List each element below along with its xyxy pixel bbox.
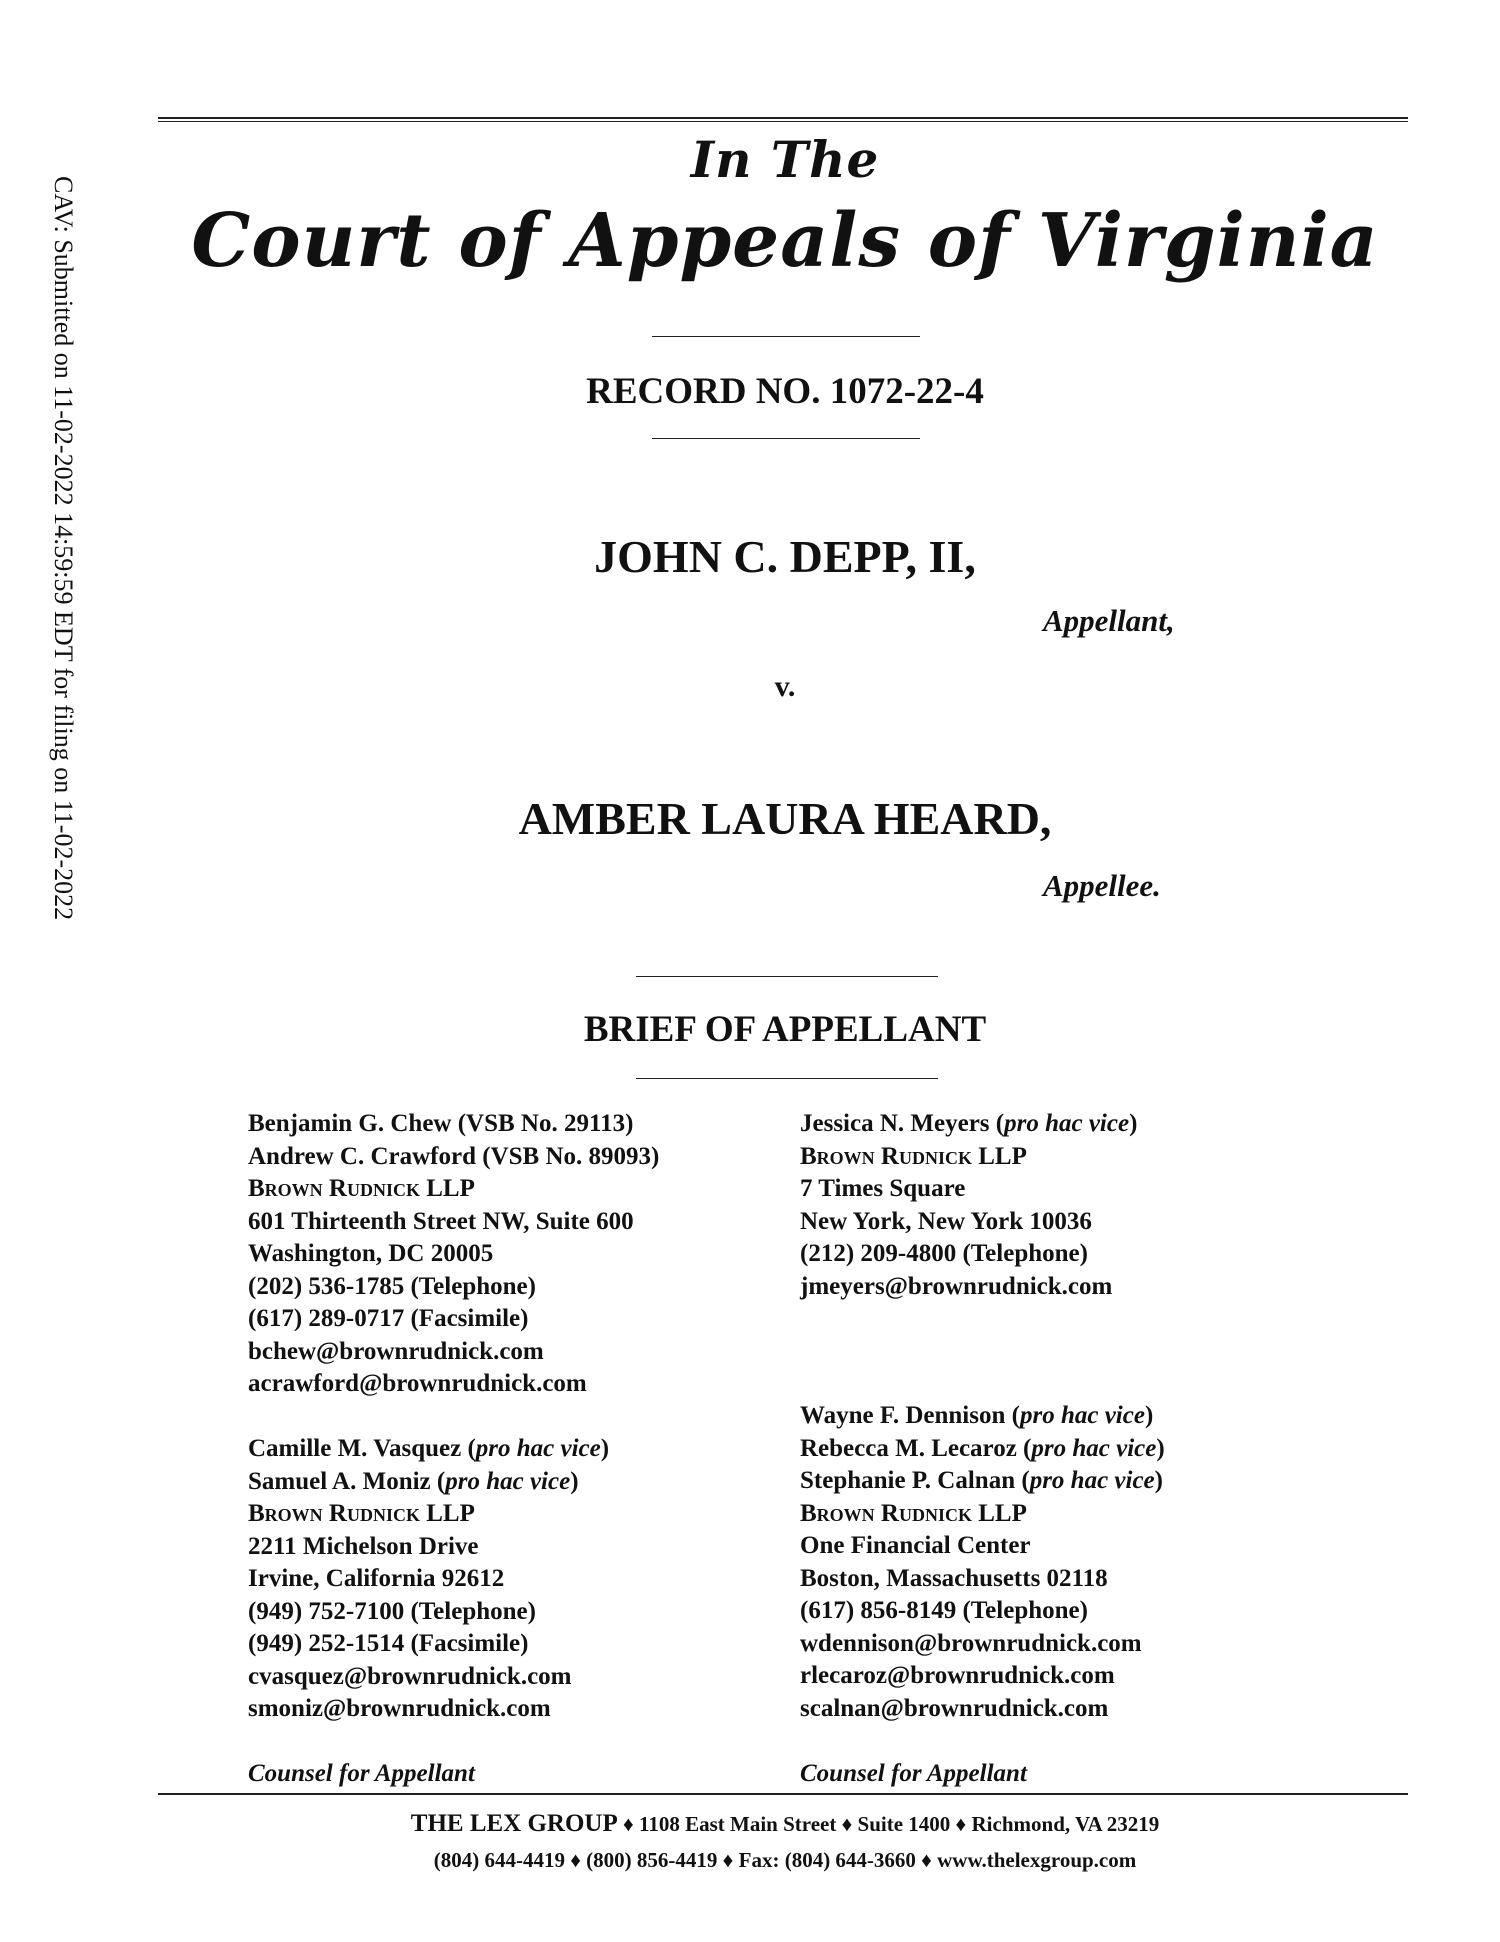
counsel-line: 7 Times Square bbox=[800, 1175, 966, 1202]
counsel-block-right-bottom bbox=[800, 1400, 1165, 1725]
bottom-rule bbox=[158, 1793, 1408, 1795]
pro-hac-vice: pro hac vice bbox=[1031, 1434, 1157, 1462]
attorney-name: Jessica N. Meyers ( bbox=[800, 1110, 1005, 1137]
in-the-heading: In The bbox=[690, 130, 880, 189]
counsel-email: smoniz@brownrudnick.com bbox=[248, 1695, 551, 1722]
printer-footer-line1 bbox=[35, 1810, 1500, 1838]
counsel-line bbox=[800, 1433, 1165, 1466]
pro-hac-vice: pro hac vice bbox=[1029, 1467, 1155, 1494]
attorney-name: Stephanie P. Calnan ( bbox=[800, 1467, 1030, 1494]
counsel-email: jmeyers@brownrudnick.com bbox=[800, 1272, 1113, 1300]
filing-stamp: CAV: Submitted on 11-02-2022 14:59:59 EDT for filing on 11-02-2022 bbox=[49, 176, 78, 921]
paren: ) bbox=[1144, 1402, 1154, 1429]
counsel-line: Washington, DC 20005 bbox=[248, 1240, 494, 1267]
counsel-line bbox=[800, 1465, 1165, 1498]
counsel-block-left-top bbox=[248, 1108, 659, 1401]
counsel-line: Benjamin G. Chew (VSB No. 29113) bbox=[248, 1110, 634, 1137]
counsel-line: (617) 289-0717 (Facsimile) bbox=[248, 1305, 529, 1332]
counsel-for-left: Counsel for Appellant bbox=[248, 1760, 475, 1787]
counsel-line: (212) 209-4800 (Telephone) bbox=[800, 1240, 1088, 1267]
counsel-line: One Financial Center bbox=[800, 1532, 1031, 1559]
counsel-line: Andrew C. Crawford (VSB No. 89093) bbox=[248, 1142, 660, 1170]
counsel-line: (949) 252-1514 (Facsimile) bbox=[248, 1630, 529, 1657]
paren: ) bbox=[1154, 1467, 1163, 1494]
paren: ) bbox=[600, 1435, 610, 1462]
counsel-line: (202) 536-1785 (Telephone) bbox=[248, 1272, 536, 1300]
counsel-line bbox=[248, 1433, 609, 1466]
counsel-email: acrawford@brownrudnick.com bbox=[248, 1370, 587, 1397]
versus: v. bbox=[774, 670, 796, 703]
record-number: RECORD NO. 1072-22-4 bbox=[586, 371, 984, 412]
counsel-email: bchew@brownrudnick.com bbox=[248, 1337, 544, 1365]
appellee-role: Appellee. bbox=[1043, 868, 1161, 903]
counsel-block-left-bottom bbox=[248, 1433, 609, 1726]
firm-name: Brown Rudnick LLP bbox=[248, 1175, 475, 1202]
brief-title: BRIEF OF APPELLANT bbox=[583, 1009, 987, 1050]
pro-hac-vice: pro hac vice bbox=[445, 1467, 571, 1495]
appellant-name: JOHN C. DEPP, II, bbox=[594, 531, 976, 582]
firm-name: Brown Rudnick LLP bbox=[800, 1142, 1027, 1170]
counsel-email: cvasquez@brownrudnick.com bbox=[248, 1662, 572, 1690]
counsel-line: New York, New York 10036 bbox=[800, 1207, 1092, 1235]
counsel-block-right-top bbox=[800, 1108, 1137, 1303]
counsel-for-right: Counsel for Appellant bbox=[800, 1760, 1027, 1787]
appellee-name: AMBER LAURA HEARD, bbox=[518, 793, 1052, 844]
pro-hac-vice: pro hac vice bbox=[1004, 1110, 1130, 1137]
counsel-line bbox=[248, 1466, 609, 1499]
paren: ) bbox=[1129, 1110, 1138, 1137]
counsel-email: rlecaroz@brownrudnick.com bbox=[800, 1662, 1115, 1689]
paren: ) bbox=[1156, 1434, 1165, 1462]
top-rule bbox=[158, 117, 1408, 119]
counsel-line bbox=[800, 1108, 1137, 1141]
counsel-email: scalnan@brownrudnick.com bbox=[800, 1694, 1109, 1722]
printer-footer-line2: (804) 644-4419 ♦ (800) 856-4419 ♦ Fax: (804) 644-3660 ♦ www.thelexgroup.com bbox=[433, 1848, 1137, 1872]
divider bbox=[652, 336, 920, 337]
court-name: Court of Appeals of Virginia bbox=[191, 198, 1379, 284]
attorney-name: Samuel A. Moniz ( bbox=[248, 1467, 446, 1495]
counsel-line: 2211 Michelson Drive bbox=[248, 1532, 479, 1560]
printer-name: THE LEX GROUP bbox=[410, 1810, 618, 1837]
firm-name: Brown Rudnick LLP bbox=[248, 1500, 475, 1527]
appellant-role: Appellant, bbox=[1043, 603, 1175, 638]
top-rule-thin bbox=[158, 121, 1408, 122]
printer-address: ♦ 1108 East Main Street ♦ Suite 1400 ♦ Richmond, VA 23219 bbox=[617, 1812, 1160, 1836]
attorney-name: Wayne F. Dennison ( bbox=[800, 1402, 1020, 1429]
counsel-line: (617) 856-8149 (Telephone) bbox=[800, 1597, 1088, 1624]
counsel-line: Irvine, California 92612 bbox=[248, 1565, 505, 1592]
firm-name: Brown Rudnick LLP bbox=[800, 1499, 1027, 1527]
counsel-line: Boston, Massachusetts 02118 bbox=[800, 1564, 1108, 1592]
counsel-line bbox=[800, 1400, 1165, 1433]
divider bbox=[636, 1078, 938, 1079]
counsel-line: 601 Thirteenth Street NW, Suite 600 bbox=[248, 1207, 634, 1235]
counsel-email: wdennison@brownrudnick.com bbox=[800, 1629, 1142, 1657]
divider bbox=[636, 976, 938, 977]
pro-hac-vice: pro hac vice bbox=[1019, 1402, 1145, 1429]
divider bbox=[652, 438, 920, 439]
attorney-name: Camille M. Vasquez ( bbox=[248, 1435, 476, 1462]
pro-hac-vice: pro hac vice bbox=[475, 1435, 601, 1462]
counsel-line: (949) 752-7100 (Telephone) bbox=[248, 1597, 536, 1625]
attorney-name: Rebecca M. Lecaroz ( bbox=[800, 1434, 1032, 1462]
paren: ) bbox=[570, 1467, 579, 1495]
